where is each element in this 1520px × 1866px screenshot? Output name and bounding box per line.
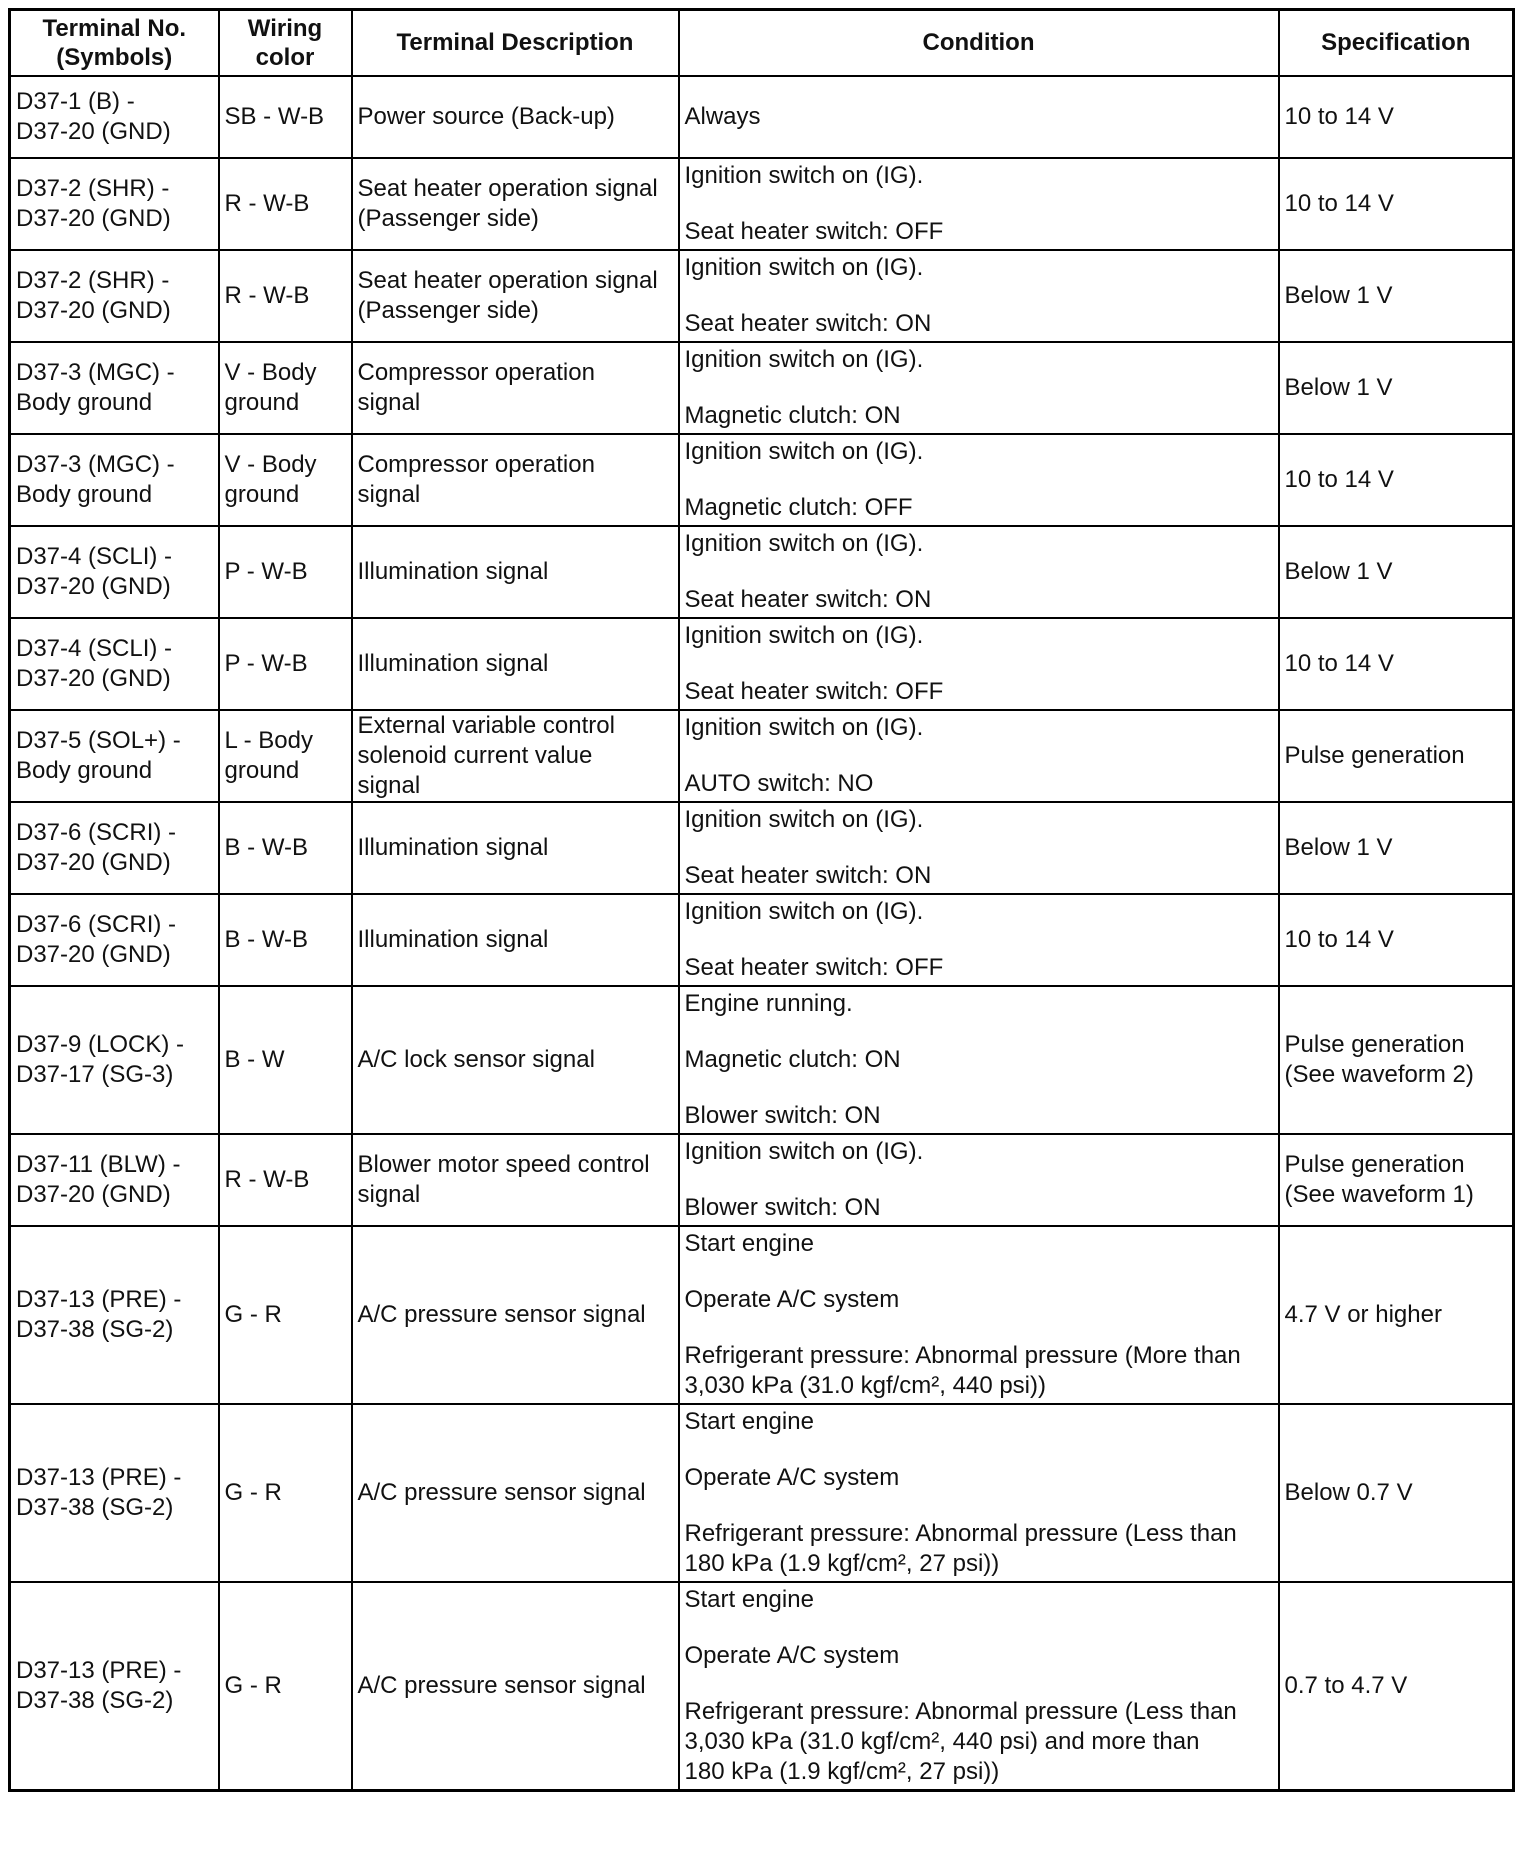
condition-item: Blower switch: ON [684, 1193, 881, 1221]
condition-item: Ignition switch on (IG). [684, 437, 924, 465]
cell-condition [679, 1226, 1279, 1404]
cell-condition [679, 618, 1279, 710]
cell-description: Illumination signal [352, 618, 679, 710]
condition-list [685, 895, 1273, 985]
table-row [10, 986, 1514, 1134]
cell-terminal: D37-3 (MGC) - Body ground [10, 342, 219, 434]
condition-item: Seat heater switch: OFF [684, 953, 944, 981]
cell-terminal: D37-13 (PRE) - D37-38 (SG-2) [10, 1404, 219, 1582]
cell-spec: Below 1 V [1279, 342, 1514, 434]
condition-item: Ignition switch on (IG). [684, 1137, 924, 1165]
cell-spec: 10 to 14 V [1279, 434, 1514, 526]
cell-terminal: D37-13 (PRE) - D37-38 (SG-2) [10, 1226, 219, 1404]
table-row [10, 526, 1514, 618]
condition-item: Operate A/C system [684, 1463, 900, 1491]
cell-terminal: D37-4 (SCLI) - D37-20 (GND) [10, 526, 219, 618]
condition-list [685, 1405, 1273, 1581]
cell-condition [679, 1404, 1279, 1582]
condition-item: Ignition switch on (IG). [684, 345, 924, 373]
cell-description: Illumination signal [352, 894, 679, 986]
cell-wiring: B - W-B [219, 802, 352, 894]
header-wiring-color: Wiring color [219, 10, 352, 76]
cell-terminal: D37-4 (SCLI) - D37-20 (GND) [10, 618, 219, 710]
cell-spec: 10 to 14 V [1279, 158, 1514, 250]
cell-condition [679, 526, 1279, 618]
cell-wiring: P - W-B [219, 618, 352, 710]
cell-spec: Below 0.7 V [1279, 1404, 1514, 1582]
condition-item: Start engine [684, 1229, 814, 1257]
cell-wiring: R - W-B [219, 1134, 352, 1226]
header-condition: Condition [679, 10, 1279, 76]
condition-list [685, 435, 1273, 525]
cell-condition [679, 76, 1279, 158]
cell-terminal: D37-5 (SOL+) - Body ground [10, 710, 219, 802]
condition-list [685, 343, 1273, 433]
table-row [10, 802, 1514, 894]
header-terminal-no: Terminal No. (Symbols) [10, 10, 219, 76]
cell-description: A/C pressure sensor signal [352, 1582, 679, 1791]
table-row [10, 1226, 1514, 1404]
cell-description: Seat heater operation signal (Passenger side) [352, 158, 679, 250]
cell-description: Compressor operation signal [352, 434, 679, 526]
condition-item: Start engine [684, 1585, 814, 1613]
cell-wiring: G - R [219, 1226, 352, 1404]
condition-item: Ignition switch on (IG). [684, 805, 924, 833]
cell-terminal: D37-2 (SHR) - D37-20 (GND) [10, 158, 219, 250]
cell-description: Illumination signal [352, 802, 679, 894]
table-row [10, 76, 1514, 158]
cell-wiring: L - Body ground [219, 710, 352, 802]
cell-description: A/C pressure sensor signal [352, 1226, 679, 1404]
cell-description: Compressor operation signal [352, 342, 679, 434]
condition-item: Ignition switch on (IG). [684, 529, 924, 557]
condition-item: Ignition switch on (IG). [684, 161, 924, 189]
cell-spec: Pulse generation (See waveform 1) [1279, 1134, 1514, 1226]
cell-description: External variable control solenoid current value signal [352, 710, 679, 802]
cell-condition [679, 250, 1279, 342]
cell-wiring: G - R [219, 1582, 352, 1791]
table-row [10, 1134, 1514, 1226]
condition-item: Always [684, 102, 761, 130]
cell-terminal: D37-6 (SCRI) - D37-20 (GND) [10, 802, 219, 894]
cell-terminal: D37-3 (MGC) - Body ground [10, 434, 219, 526]
cell-terminal: D37-1 (B) - D37-20 (GND) [10, 76, 219, 158]
cell-description: Blower motor speed control signal [352, 1134, 679, 1226]
cell-wiring: B - W [219, 986, 352, 1134]
condition-item: Magnetic clutch: ON [684, 401, 901, 429]
header-specification: Specification [1279, 10, 1514, 76]
condition-list [685, 100, 1273, 134]
cell-description: A/C pressure sensor signal [352, 1404, 679, 1582]
cell-terminal: D37-13 (PRE) - D37-38 (SG-2) [10, 1582, 219, 1791]
cell-spec: 4.7 V or higher [1279, 1226, 1514, 1404]
condition-list [685, 803, 1273, 893]
cell-condition [679, 802, 1279, 894]
cell-condition [679, 1582, 1279, 1791]
table-row [10, 1404, 1514, 1582]
condition-item: Magnetic clutch: OFF [684, 493, 913, 521]
cell-condition [679, 710, 1279, 802]
table-row [10, 250, 1514, 342]
condition-list [685, 251, 1273, 341]
cell-condition [679, 342, 1279, 434]
cell-condition [679, 158, 1279, 250]
condition-item: Seat heater switch: OFF [684, 217, 944, 245]
table-row [10, 618, 1514, 710]
cell-wiring: R - W-B [219, 250, 352, 342]
condition-list [685, 987, 1273, 1133]
header-terminal-description: Terminal Description [352, 10, 679, 76]
cell-spec: 0.7 to 4.7 V [1279, 1582, 1514, 1791]
header-row [10, 10, 1514, 76]
cell-wiring: V - Body ground [219, 342, 352, 434]
cell-terminal: D37-9 (LOCK) - D37-17 (SG-3) [10, 986, 219, 1134]
terminal-specification-table [8, 8, 1515, 1792]
condition-item: Refrigerant pressure: Abnormal pressure (Less than 180 kPa (1.9 kgf/cm², 27 psi)) [684, 1519, 1237, 1577]
condition-item: AUTO switch: NO [684, 769, 874, 797]
cell-spec: 10 to 14 V [1279, 76, 1514, 158]
condition-item: Start engine [684, 1407, 814, 1435]
condition-item: Blower switch: ON [684, 1101, 881, 1129]
table-row [10, 158, 1514, 250]
cell-spec: Pulse generation [1279, 710, 1514, 802]
table-row [10, 710, 1514, 802]
cell-spec: Below 1 V [1279, 526, 1514, 618]
cell-description: A/C lock sensor signal [352, 986, 679, 1134]
condition-list [685, 159, 1273, 249]
condition-item: Seat heater switch: ON [684, 861, 932, 889]
cell-wiring: B - W-B [219, 894, 352, 986]
condition-item: Operate A/C system [684, 1285, 900, 1313]
condition-list [685, 527, 1273, 617]
table-row [10, 342, 1514, 434]
condition-list [685, 619, 1273, 709]
cell-wiring: G - R [219, 1404, 352, 1582]
condition-item: Operate A/C system [684, 1641, 900, 1669]
table-body [10, 76, 1514, 1791]
cell-terminal: D37-6 (SCRI) - D37-20 (GND) [10, 894, 219, 986]
table-row [10, 434, 1514, 526]
table-row [10, 894, 1514, 986]
condition-item: Seat heater switch: ON [684, 309, 932, 337]
condition-item: Ignition switch on (IG). [684, 253, 924, 281]
condition-item: Seat heater switch: OFF [684, 677, 944, 705]
cell-condition [679, 986, 1279, 1134]
cell-condition [679, 1134, 1279, 1226]
cell-terminal: D37-11 (BLW) - D37-20 (GND) [10, 1134, 219, 1226]
cell-description: Illumination signal [352, 526, 679, 618]
cell-spec: 10 to 14 V [1279, 894, 1514, 986]
table-row [10, 1582, 1514, 1791]
cell-spec: Below 1 V [1279, 802, 1514, 894]
cell-terminal: D37-2 (SHR) - D37-20 (GND) [10, 250, 219, 342]
condition-item: Ignition switch on (IG). [684, 713, 924, 741]
condition-list [685, 1583, 1273, 1789]
condition-item: Seat heater switch: ON [684, 585, 932, 613]
cell-wiring: V - Body ground [219, 434, 352, 526]
condition-item: Refrigerant pressure: Abnormal pressure (More than 3,030 kPa (31.0 kgf/cm², 440 psi)) [684, 1341, 1241, 1399]
cell-spec: 10 to 14 V [1279, 618, 1514, 710]
condition-list [685, 1227, 1273, 1403]
condition-item: Refrigerant pressure: Abnormal pressure (Less than 3,030 kPa (31.0 kgf/cm², 440 psi) and more than 180 kPa (1.9 kgf/cm², 27 psi)) [684, 1697, 1237, 1785]
table-header [10, 10, 1514, 76]
condition-item: Ignition switch on (IG). [684, 897, 924, 925]
cell-condition [679, 434, 1279, 526]
cell-description: Power source (Back-up) [352, 76, 679, 158]
cell-wiring: R - W-B [219, 158, 352, 250]
cell-condition [679, 894, 1279, 986]
condition-list [685, 1135, 1273, 1225]
cell-wiring: SB - W-B [219, 76, 352, 158]
condition-item: Magnetic clutch: ON [684, 1045, 901, 1073]
cell-description: Seat heater operation signal (Passenger side) [352, 250, 679, 342]
cell-wiring: P - W-B [219, 526, 352, 618]
condition-item: Engine running. [684, 989, 853, 1017]
cell-spec: Pulse generation (See waveform 2) [1279, 986, 1514, 1134]
cell-spec: Below 1 V [1279, 250, 1514, 342]
condition-list [685, 711, 1273, 801]
condition-item: Ignition switch on (IG). [684, 621, 924, 649]
